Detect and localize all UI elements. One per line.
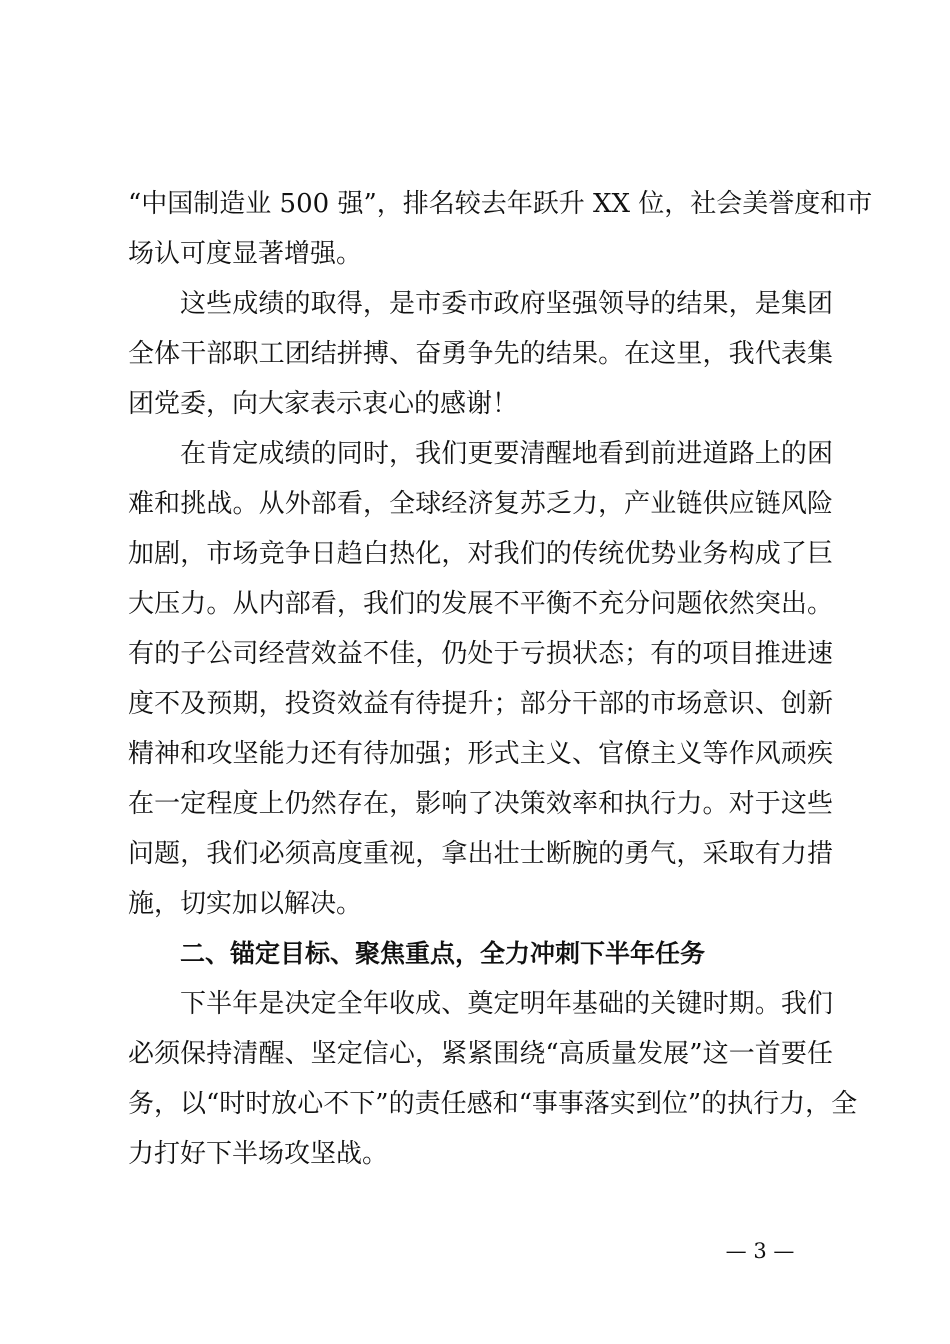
paragraph-line: 在肯定成绩的同时，我们更要清醒地看到前进道路上的困 (180, 439, 833, 469)
paragraph-line: “中国制造业 500 强”，排名较去年跃升 XX 位，社会美誉度和市 (128, 189, 873, 219)
paragraph-line: 有的子公司经营效益不佳，仍处于亏损状态；有的项目推进速 (128, 639, 833, 669)
paragraph-line: 力打好下半场攻坚战。 (128, 1139, 389, 1169)
paragraph-line: 下半年是决定全年收成、奠定明年基础的关键时期。我们 (180, 989, 833, 1019)
paragraph-line: 团党委，向大家表示衷心的感谢！ (128, 389, 519, 419)
paragraph-line: 在一定程度上仍然存在，影响了决策效率和执行力。对于这些 (128, 789, 833, 819)
paragraph-line: 施，切实加以解决。 (128, 889, 363, 919)
paragraph-line: 精神和攻坚能力还有待加强；形式主义、官僚主义等作风顽疾 (128, 739, 833, 769)
paragraph-line: 务，以“时时放心不下”的责任感和“事事落实到位”的执行力，全 (128, 1089, 858, 1119)
page-number: — 3 — (725, 1239, 795, 1263)
paragraph-line: 问题，我们必须高度重视，拿出壮士断腕的勇气，采取有力措 (128, 839, 833, 869)
paragraph-line: 度不及预期，投资效益有待提升；部分干部的市场意识、创新 (128, 689, 833, 719)
paragraph-line: 加剧，市场竞争日趋白热化，对我们的传统优势业务构成了巨 (128, 539, 833, 569)
paragraph-line: 大压力。从内部看，我们的发展不平衡不充分问题依然突出。 (128, 589, 833, 619)
paragraph-line: 场认可度显著增强。 (128, 239, 363, 269)
paragraph-line: 这些成绩的取得，是市委市政府坚强领导的结果，是集团 (180, 289, 833, 319)
paragraph-line: 全体干部职工团结拼搏、奋勇争先的结果。在这里，我代表集 (128, 339, 833, 369)
paragraph-line: 必须保持清醒、坚定信心，紧紧围绕“高质量发展”这一首要任 (128, 1039, 833, 1069)
section-heading: 二、锚定目标、聚焦重点，全力冲刺下半年任务 (180, 939, 706, 968)
paragraph-line: 难和挑战。从外部看，全球经济复苏乏力，产业链供应链风险 (128, 489, 833, 519)
